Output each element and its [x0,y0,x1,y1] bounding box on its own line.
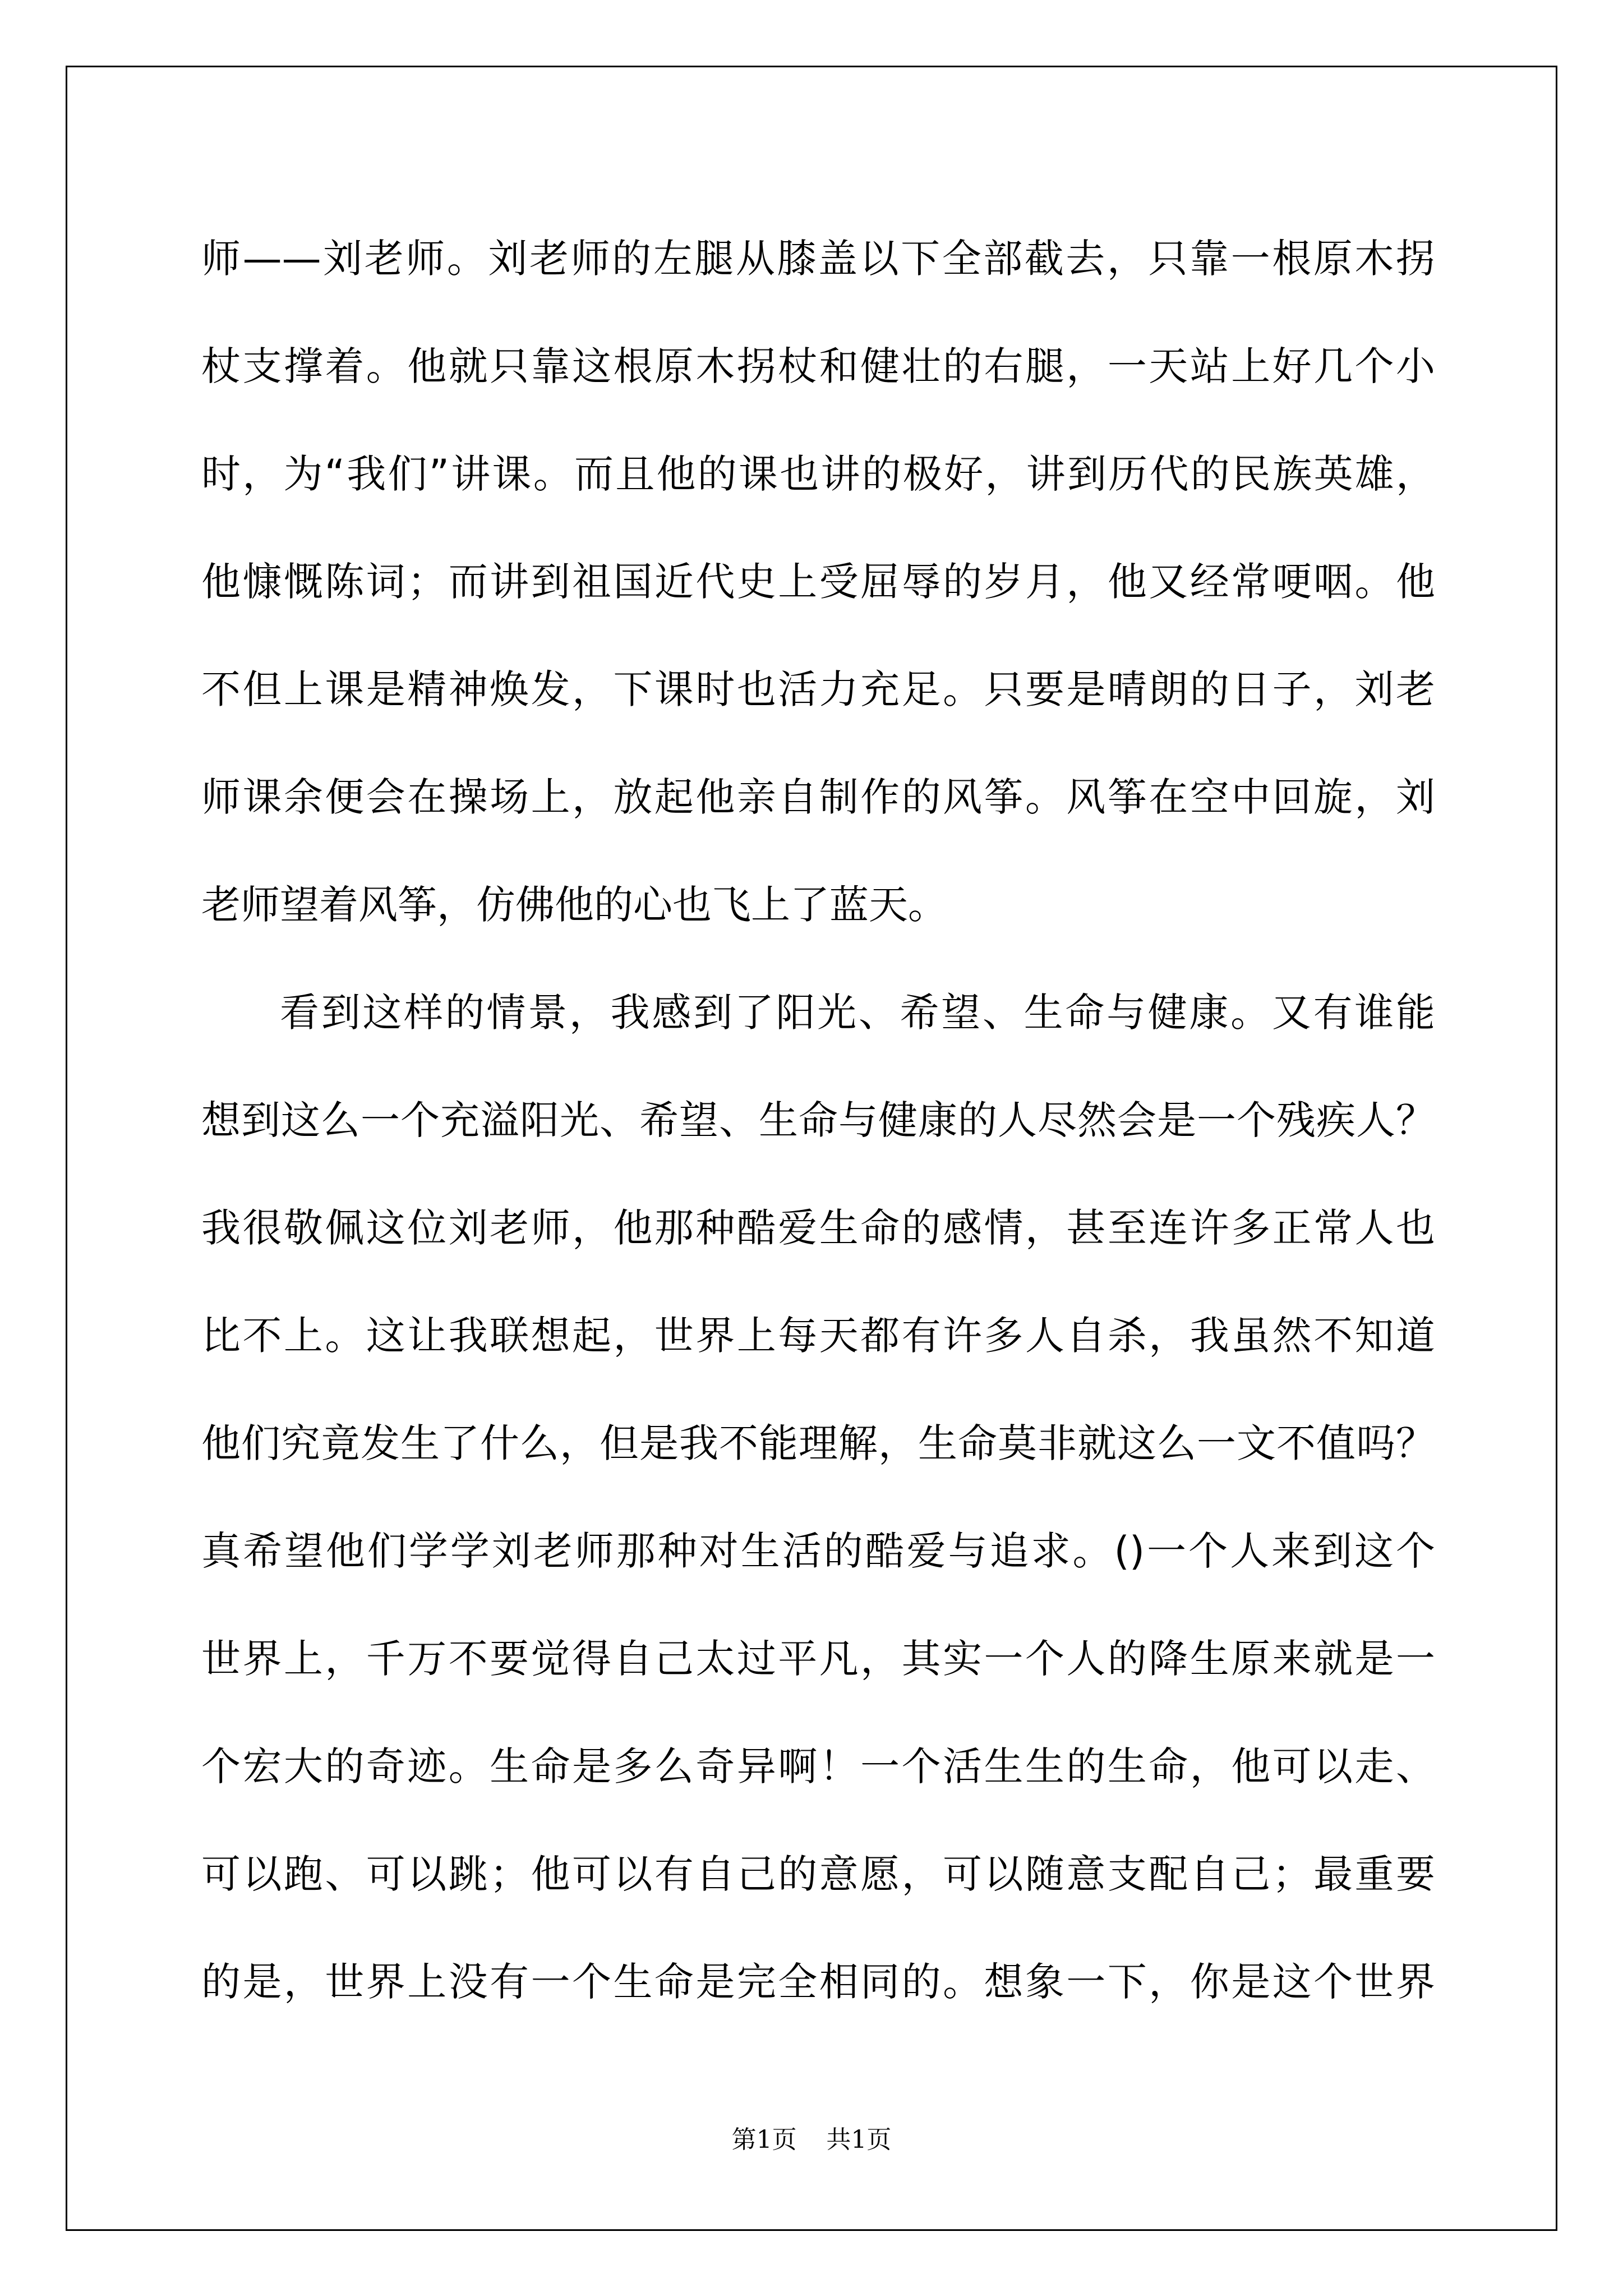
text-line: 他们究竟发生了什么，但是我不能理解，生命莫非就这么一文不值吗？ [201,1420,1435,1466]
text-line: 世界上，千万不要觉得自己太过平凡，其实一个人的降生原来就是一 [201,1636,1435,1682]
text-line: 杖支撑着。他就只靠这根原木拐杖和健壮的右腿，一天站上好几个小 [201,343,1435,389]
text-line: 比不上。这让我联想起，世界上每天都有许多人自杀，我虽然不知道 [201,1313,1435,1359]
page-number: 第1页 [731,2125,797,2154]
page-footer [0,2119,1623,2155]
text-line: 他慷慨陈词；而讲到祖国近代史上受屈辱的岁月，他又经常哽咽。他 [201,559,1435,605]
text-line: 不但上课是精神焕发，下课时也活力充足。只要是晴朗的日子，刘老 [201,666,1435,712]
paragraph-2 [201,959,1435,2036]
document-body [201,205,1435,2036]
text-line: 可以跑、可以跳；他可以有自己的意愿，可以随意支配自己；最重要 [201,1851,1435,1897]
page-total: 共1页 [826,2125,892,2154]
text-line: 的是，世界上没有一个生命是完全相同的。想象一下，你是这个世界 [201,1959,1435,2005]
text-line: 师——刘老师。刘老师的左腿从膝盖以下全部截去，只靠一根原木拐 [201,236,1435,282]
text-line: 我很敬佩这位刘老师，他那种酷爱生命的感情，甚至连许多正常人也 [201,1205,1435,1251]
paragraph-1 [201,205,1435,959]
text-line: 师课余便会在操场上，放起他亲自制作的风筝。风筝在空中回旋，刘 [201,774,1435,820]
text-line: 想到这么一个充溢阳光、希望、生命与健康的人尽然会是一个残疾人？ [201,1097,1435,1143]
text-line: 老师望着风筝，仿佛他的心也飞上了蓝天。 [201,882,947,928]
text-line: 真希望他们学学刘老师那种对生活的酷爱与追求。()一个人来到这个 [201,1528,1435,1574]
text-line: 个宏大的奇迹。生命是多么奇异啊！一个活生生的生命，他可以走、 [201,1743,1435,1789]
text-line: 时，为“我们”讲课。而且他的课也讲的极好，讲到历代的民族英雄， [201,451,1435,497]
text-line: 看到这样的情景，我感到了阳光、希望、生命与健康。又有谁能 [280,990,1435,1036]
